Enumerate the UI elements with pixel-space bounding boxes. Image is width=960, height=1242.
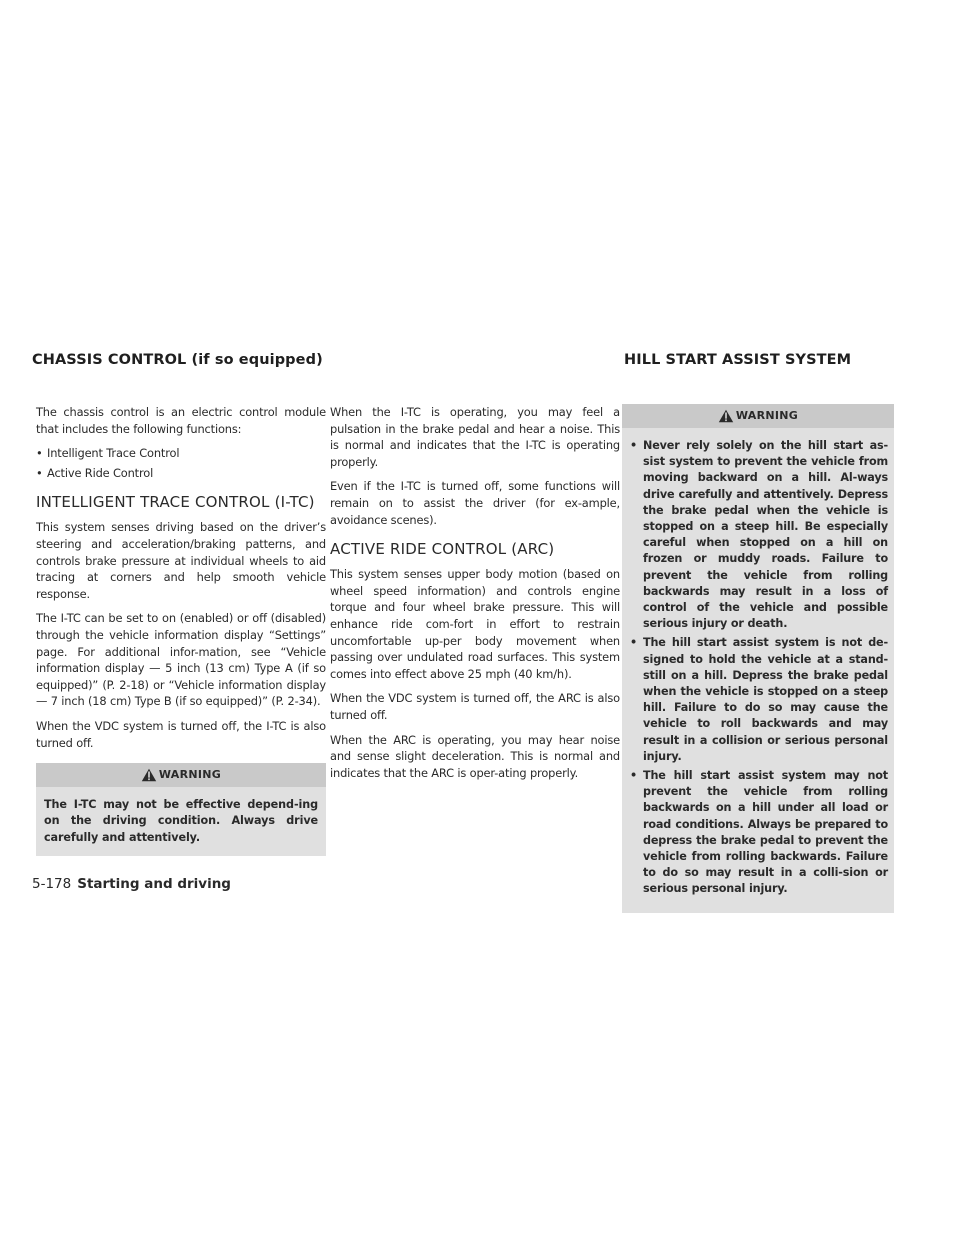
list-item: • Intelligent Trace Control: [36, 445, 326, 462]
list-item: • Never rely solely on the hill start as-sist system to prevent the vehicle from moving backward on a hill. Al-ways drive carefully and attentively. Depress the brake pedal when the vehicle is stopped on a steep hill. Be especially careful when stopped on a hill on frozen or muddy roads. Failure to prevent the vehicle from rolling backwards may result in a loss of control of the vehicle and possible serious injury or death.: [630, 438, 888, 632]
hill-start-warning-box: [622, 404, 894, 913]
list-item: • The hill start assist system is not de-signed to hold the vehicle at a stand-still on a hill. Depress the brake pedal when the vehicle is stopped on a steep hill. Failure to do so may cause the vehicle to roll backwards and may result in a collision or serious personal injury.: [630, 635, 888, 765]
arc-paragraph-1: This system senses upper body motion (based on wheel speed information) and controls engine torque and four wheel brake pressure. This will enhance ride com-fort in effort to restrain uncomfortable up-per body movement when passing over undulated road surfaces. This system comes into effect above 25 mph (40 km/h).: [330, 567, 620, 681]
column-right: [622, 404, 894, 913]
warning-icon: [141, 768, 157, 782]
arc-paragraph-3: When the ARC is operating, you may hear noise and sense slight deceleration. This is normal and indicates that the ARC is oper-ating properly.: [330, 732, 620, 780]
column-middle: [330, 404, 620, 789]
chapter-title: Starting and driving: [77, 876, 231, 892]
page-footer: [32, 876, 231, 892]
section-title-chassis-control: CHASSIS CONTROL (if so equipped): [32, 352, 323, 368]
list-item: • Active Ride Control: [36, 465, 326, 482]
warning-label: WARNING: [735, 408, 799, 422]
warning-label: WARNING: [158, 767, 222, 781]
itc-off-paragraph: Even if the I-TC is turned off, some functions will remain on to assist the driver (for ex-ample, avoidance scenes).: [330, 479, 620, 527]
itc-heading: INTELLIGENT TRACE CONTROL (I-TC): [36, 493, 315, 512]
column-left: [36, 404, 326, 856]
itc-warning-box: [36, 763, 326, 856]
itc-operation-paragraph: When the I-TC is operating, you may feel a pulsation in the brake pedal and hear a noise. This is normal and indicates that the I-TC is operating properly.: [330, 405, 620, 469]
hill-start-warning-list: [622, 428, 894, 913]
arc-paragraph-2: When the VDC system is turned off, the ARC is also turned off.: [330, 691, 620, 722]
list-item: • The hill start assist system may not prevent the vehicle from rolling backwards on a hill under all load or road conditions. Always be prepared to depress the brake pedal to prevent the vehicle from rolling backwards. Failure to do so may result in a colli-sion or serious personal injury.: [630, 768, 888, 898]
itc-paragraph-1: This system senses driving based on the driver’s steering and acceleration/braking patterns, and controls brake pressure at individual wheels to aid tracing at corners and help smooth vehicle response.: [36, 520, 326, 601]
chassis-intro: The chassis control is an electric control module that includes the following functions:: [36, 405, 326, 436]
page-number: 5-178: [32, 876, 72, 892]
function-list: [36, 445, 326, 481]
warning-header: [622, 404, 894, 428]
warning-icon: [718, 409, 734, 423]
warning-text: The I-TC may not be effective depend-ing on the driving condition. Always drive carefully and attentively.: [44, 798, 318, 844]
section-title-hill-start: HILL START ASSIST SYSTEM: [624, 352, 852, 368]
itc-paragraph-2: The I-TC can be set to on (enabled) or off (disabled) through the vehicle information display “Settings” page. For additional infor-mation, see “Vehicle information display — 5 inch (13 cm) Type A (if so equipped)” (P. 2-18) or “Vehicle information display — 7 inch (18 cm) Type B (if so equipped)” (P. 2-34).: [36, 611, 326, 709]
arc-heading: ACTIVE RIDE CONTROL (ARC): [330, 540, 555, 559]
itc-paragraph-3: When the VDC system is turned off, the I-TC is also turned off.: [36, 718, 326, 750]
warning-header: [36, 763, 326, 787]
